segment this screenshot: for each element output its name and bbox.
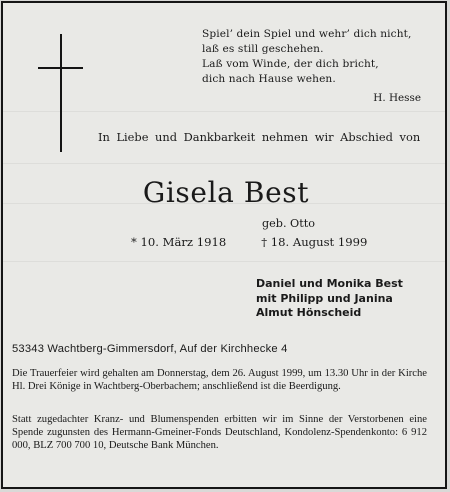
family-line: mit Philipp und Janina xyxy=(256,291,393,305)
intro-text: In Liebe und Dankbarkeit nehmen wir Abschied von xyxy=(98,130,421,144)
deceased-name: Gisela Best xyxy=(142,176,310,209)
poem-author: H. Hesse xyxy=(373,92,421,104)
poem-line: dich nach Hause wehen. xyxy=(202,73,336,85)
poem-line: Laß vom Winde, der dich bricht, xyxy=(202,58,379,70)
address: 53343 Wachtberg-Gimmersdorf, Auf der Kirchhecke 4 xyxy=(12,343,288,355)
life-dates xyxy=(131,235,367,249)
obituary-notice xyxy=(1,1,447,489)
poem xyxy=(202,27,432,87)
donation-info: Statt zugedachter Kranz- und Blumenspenden erbitten wir im Sinne der Verstorbenen eine Spende zugunsten des Hermann-Gmeiner-Fonds Deutschland, Kondolenz-Spendenkonto: 6 912 000, BLZ 700 700 10, Deutsche Bank München. xyxy=(12,414,427,451)
poem-line: Spiel’ dein Spiel und wehr’ dich nicht, xyxy=(202,28,412,40)
cross-icon xyxy=(60,34,62,152)
poem-line: laß es still geschehen. xyxy=(202,43,324,55)
family-line: Daniel und Monika Best xyxy=(256,277,403,290)
cross-icon-bar xyxy=(38,67,83,69)
maiden-name: geb. Otto xyxy=(262,217,315,230)
birth-date: * 10. März 1918 xyxy=(131,235,227,249)
family-signatures xyxy=(256,277,403,321)
funeral-info: Die Trauerfeier wird gehalten am Donnerstag, dem 26. August 1999, um 13.30 Uhr in der Kirche Hl. Drei Könige in Wachtberg-Oberbachem; anschließend ist die Beerdigung. xyxy=(12,368,427,392)
death-date: † 18. August 1999 xyxy=(261,235,368,249)
family-line: Almut Hönscheid xyxy=(256,306,362,319)
